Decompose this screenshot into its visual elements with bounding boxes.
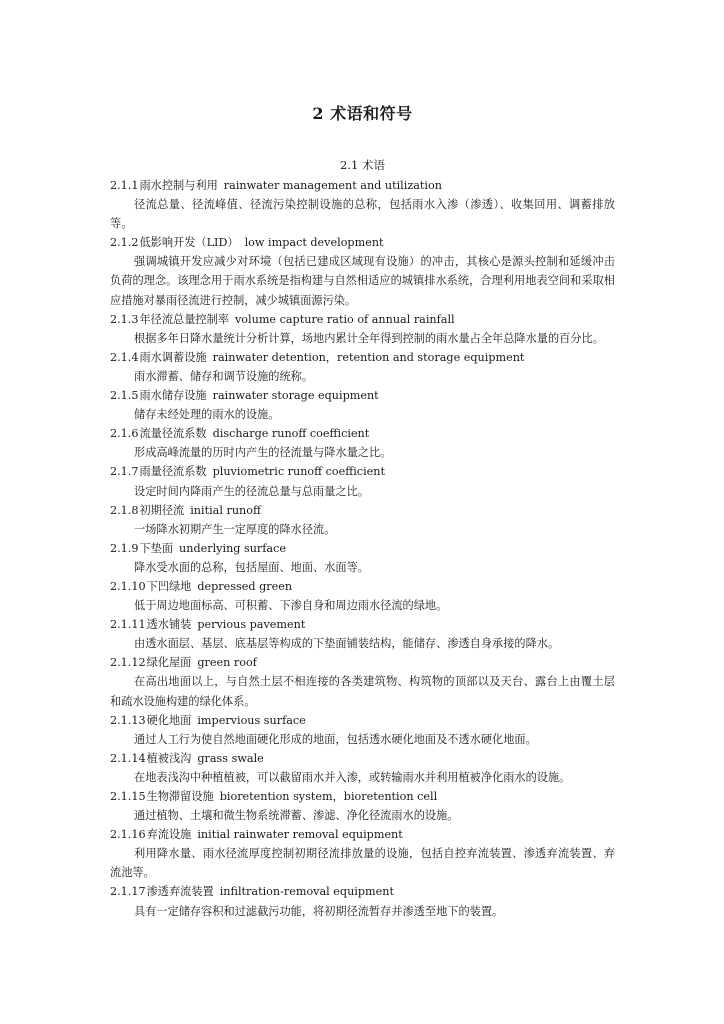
term-heading bbox=[110, 462, 615, 481]
term-name-zh: 雨水储存设施 bbox=[139, 389, 207, 403]
term-heading bbox=[110, 310, 615, 329]
term-number: 2.1.15 bbox=[110, 790, 146, 803]
term-name-zh: 雨水控制与利用 bbox=[139, 179, 218, 192]
term-name-zh: 年径流总量控制率 bbox=[139, 312, 229, 326]
term-definition: 降水受水面的总称，包括屋面、地面、水面等。 bbox=[134, 560, 369, 574]
term-definition: 根据多年日降水量统计分析计算，场地内累计全年得到控制的雨水量占全年总降水量的百分比。 bbox=[134, 331, 604, 345]
term-entry-2-1-3 bbox=[110, 310, 615, 348]
term-heading bbox=[110, 653, 615, 672]
term-entry-2-1-16 bbox=[110, 825, 615, 882]
term-number: 2.1.10 bbox=[110, 579, 146, 593]
term-definition: 通过植物、土壤和微生物系统滞蓄、渗滤、净化径流雨水的设施。 bbox=[134, 809, 459, 823]
term-number: 2.1.13 bbox=[110, 713, 146, 727]
term-number: 2.1.12 bbox=[110, 656, 146, 670]
term-definition: 利用降水量、雨水径流厚度控制初期径流排放量的设施，包括自控弃流装置、渗透弃流装置、弃流池等。 bbox=[110, 847, 615, 880]
term-heading bbox=[110, 348, 615, 367]
term-number: 2.1.4 bbox=[110, 350, 139, 364]
term-name-en: rainwater detention，retention and storage equipment bbox=[212, 350, 525, 364]
term-heading bbox=[110, 787, 615, 806]
term-entry-2-1-5 bbox=[110, 386, 615, 424]
term-definition: 在高出地面以上，与自然土层不相连接的各类建筑物、构筑物的顶部以及天台、露台上由覆土层和疏水设施构建的绿化体系。 bbox=[110, 675, 615, 708]
term-heading bbox=[110, 882, 615, 901]
term-name-zh: 植被浅沟 bbox=[146, 751, 192, 765]
term-heading bbox=[110, 501, 615, 520]
term-number: 2.1.17 bbox=[110, 885, 146, 899]
term-entry-2-1-11 bbox=[110, 615, 615, 653]
chapter-title: 2 术语和符号 bbox=[312, 104, 413, 123]
term-name-en: bioretention system，bioretention cell bbox=[219, 790, 438, 803]
term-name-zh: 生物滞留设施 bbox=[146, 790, 214, 803]
term-heading bbox=[110, 386, 615, 405]
term-name-en: impervious surface bbox=[197, 713, 306, 727]
term-entry-2-1-4 bbox=[110, 348, 615, 386]
term-name-zh: 初期径流 bbox=[139, 503, 185, 517]
term-heading bbox=[110, 176, 615, 195]
term-number: 2.1.6 bbox=[110, 427, 139, 441]
term-number: 2.1.2 bbox=[110, 236, 139, 250]
term-entry-2-1-8 bbox=[110, 501, 615, 539]
term-heading bbox=[110, 825, 615, 844]
term-number: 2.1.11 bbox=[110, 618, 146, 632]
term-name-en: rainwater management and utilization bbox=[223, 179, 442, 192]
term-name-en: discharge runoff coefficient bbox=[212, 427, 370, 441]
term-heading bbox=[110, 233, 615, 252]
term-definition: 通过人工行为使自然地面硬化形成的地面，包括透水硬化地面及不透水硬化地面。 bbox=[134, 732, 537, 746]
term-name-zh: 雨量径流系数 bbox=[139, 465, 207, 479]
term-name-en: infiltration-removal equipment bbox=[219, 885, 394, 899]
term-definition: 具有一定储存容积和过滤截污功能，将初期径流暂存并渗透至地下的装置。 bbox=[134, 904, 504, 918]
term-name-zh: 弃流设施 bbox=[146, 828, 192, 842]
term-heading bbox=[110, 615, 615, 634]
term-entry-2-1-13 bbox=[110, 711, 615, 749]
term-heading bbox=[110, 711, 615, 730]
term-definition: 强调城镇开发应减少对环境（包括已建成区域现有设施）的冲击，其核心是源头控制和延缓冲击负荷的理念。该理念用于雨水系统是指构建与自然相适应的城镇排水系统，合理利用地表空间和采取相应措施对暴雨径流进行控制，减少城镇面源污染。 bbox=[110, 255, 615, 307]
term-name-zh: 流量径流系数 bbox=[139, 427, 207, 441]
term-number: 2.1.3 bbox=[110, 312, 139, 326]
term-number: 2.1.16 bbox=[110, 828, 146, 842]
term-name-en: volume capture ratio of annual rainfall bbox=[234, 312, 455, 326]
term-entry-2-1-6 bbox=[110, 424, 615, 462]
term-name-en: rainwater storage equipment bbox=[212, 389, 379, 403]
term-definition: 由透水面层、基层、底基层等构成的下垫面铺装结构，能储存、渗透自身承接的降水。 bbox=[134, 637, 560, 651]
term-heading bbox=[110, 577, 615, 596]
term-name-zh: 雨水调蓄设施 bbox=[139, 350, 207, 364]
term-heading bbox=[110, 424, 615, 443]
term-name-en: green roof bbox=[197, 656, 257, 670]
term-definition: 雨水滞蓄、储存和调节设施的统称。 bbox=[134, 369, 314, 383]
term-name-en: pluviometric runoff coefficient bbox=[212, 465, 385, 479]
term-entry-2-1-15 bbox=[110, 787, 615, 825]
term-heading bbox=[110, 749, 615, 768]
term-number: 2.1.1 bbox=[110, 179, 139, 192]
terms-list bbox=[110, 176, 615, 921]
term-entry-2-1-17 bbox=[110, 882, 615, 920]
term-entry-2-1-10 bbox=[110, 577, 615, 615]
term-entry-2-1-2 bbox=[110, 233, 615, 309]
term-definition: 径流总量、径流峰值、径流污染控制设施的总称，包括雨水入渗（渗透）、收集回用、调蓄排放等。 bbox=[110, 198, 615, 231]
term-number: 2.1.9 bbox=[110, 541, 139, 555]
term-entry-2-1-1 bbox=[110, 176, 615, 233]
term-name-en: pervious pavement bbox=[197, 618, 306, 632]
term-name-en: initial runoff bbox=[190, 503, 261, 517]
term-name-zh: 绿化屋面 bbox=[146, 656, 192, 670]
term-definition: 在地表浅沟中种植植被，可以截留雨水并入渗，或转输雨水并利用植被净化雨水的设施。 bbox=[134, 770, 571, 784]
term-name-en: underlying surface bbox=[179, 541, 286, 555]
term-name-en: grass swale bbox=[197, 751, 264, 765]
term-entry-2-1-14 bbox=[110, 749, 615, 787]
term-number: 2.1.8 bbox=[110, 503, 139, 517]
term-number: 2.1.7 bbox=[110, 465, 139, 479]
term-entry-2-1-12 bbox=[110, 653, 615, 710]
term-name-zh: 渗透弃流装置 bbox=[146, 885, 214, 899]
term-definition: 低于周边地面标高、可积蓄、下渗自身和周边雨水径流的绿地。 bbox=[134, 599, 448, 613]
term-number: 2.1.5 bbox=[110, 389, 139, 403]
term-definition: 形成高峰流量的历时内产生的径流量与降水量之比。 bbox=[134, 446, 392, 460]
term-name-zh: 硬化地面 bbox=[146, 713, 192, 727]
term-entry-2-1-7 bbox=[110, 462, 615, 500]
term-definition: 设定时间内降雨产生的径流总量与总雨量之比。 bbox=[134, 484, 369, 498]
term-name-zh: 下凹绿地 bbox=[146, 579, 192, 593]
term-name-en: low impact development bbox=[244, 236, 384, 250]
term-name-zh: 透水铺装 bbox=[146, 618, 192, 632]
term-number: 2.1.14 bbox=[110, 751, 146, 765]
section-title: 2.1 术语 bbox=[340, 158, 385, 172]
term-name-en: initial rainwater removal equipment bbox=[197, 828, 403, 842]
term-entry-2-1-9 bbox=[110, 539, 615, 577]
term-name-zh: 下垫面 bbox=[139, 541, 174, 555]
term-definition: 储存未经处理的雨水的设施。 bbox=[134, 408, 280, 422]
term-name-zh: 低影响开发（LID） bbox=[139, 236, 239, 250]
term-definition: 一场降水初期产生一定厚度的降水径流。 bbox=[134, 522, 336, 536]
term-heading bbox=[110, 539, 615, 558]
term-name-en: depressed green bbox=[197, 579, 293, 593]
